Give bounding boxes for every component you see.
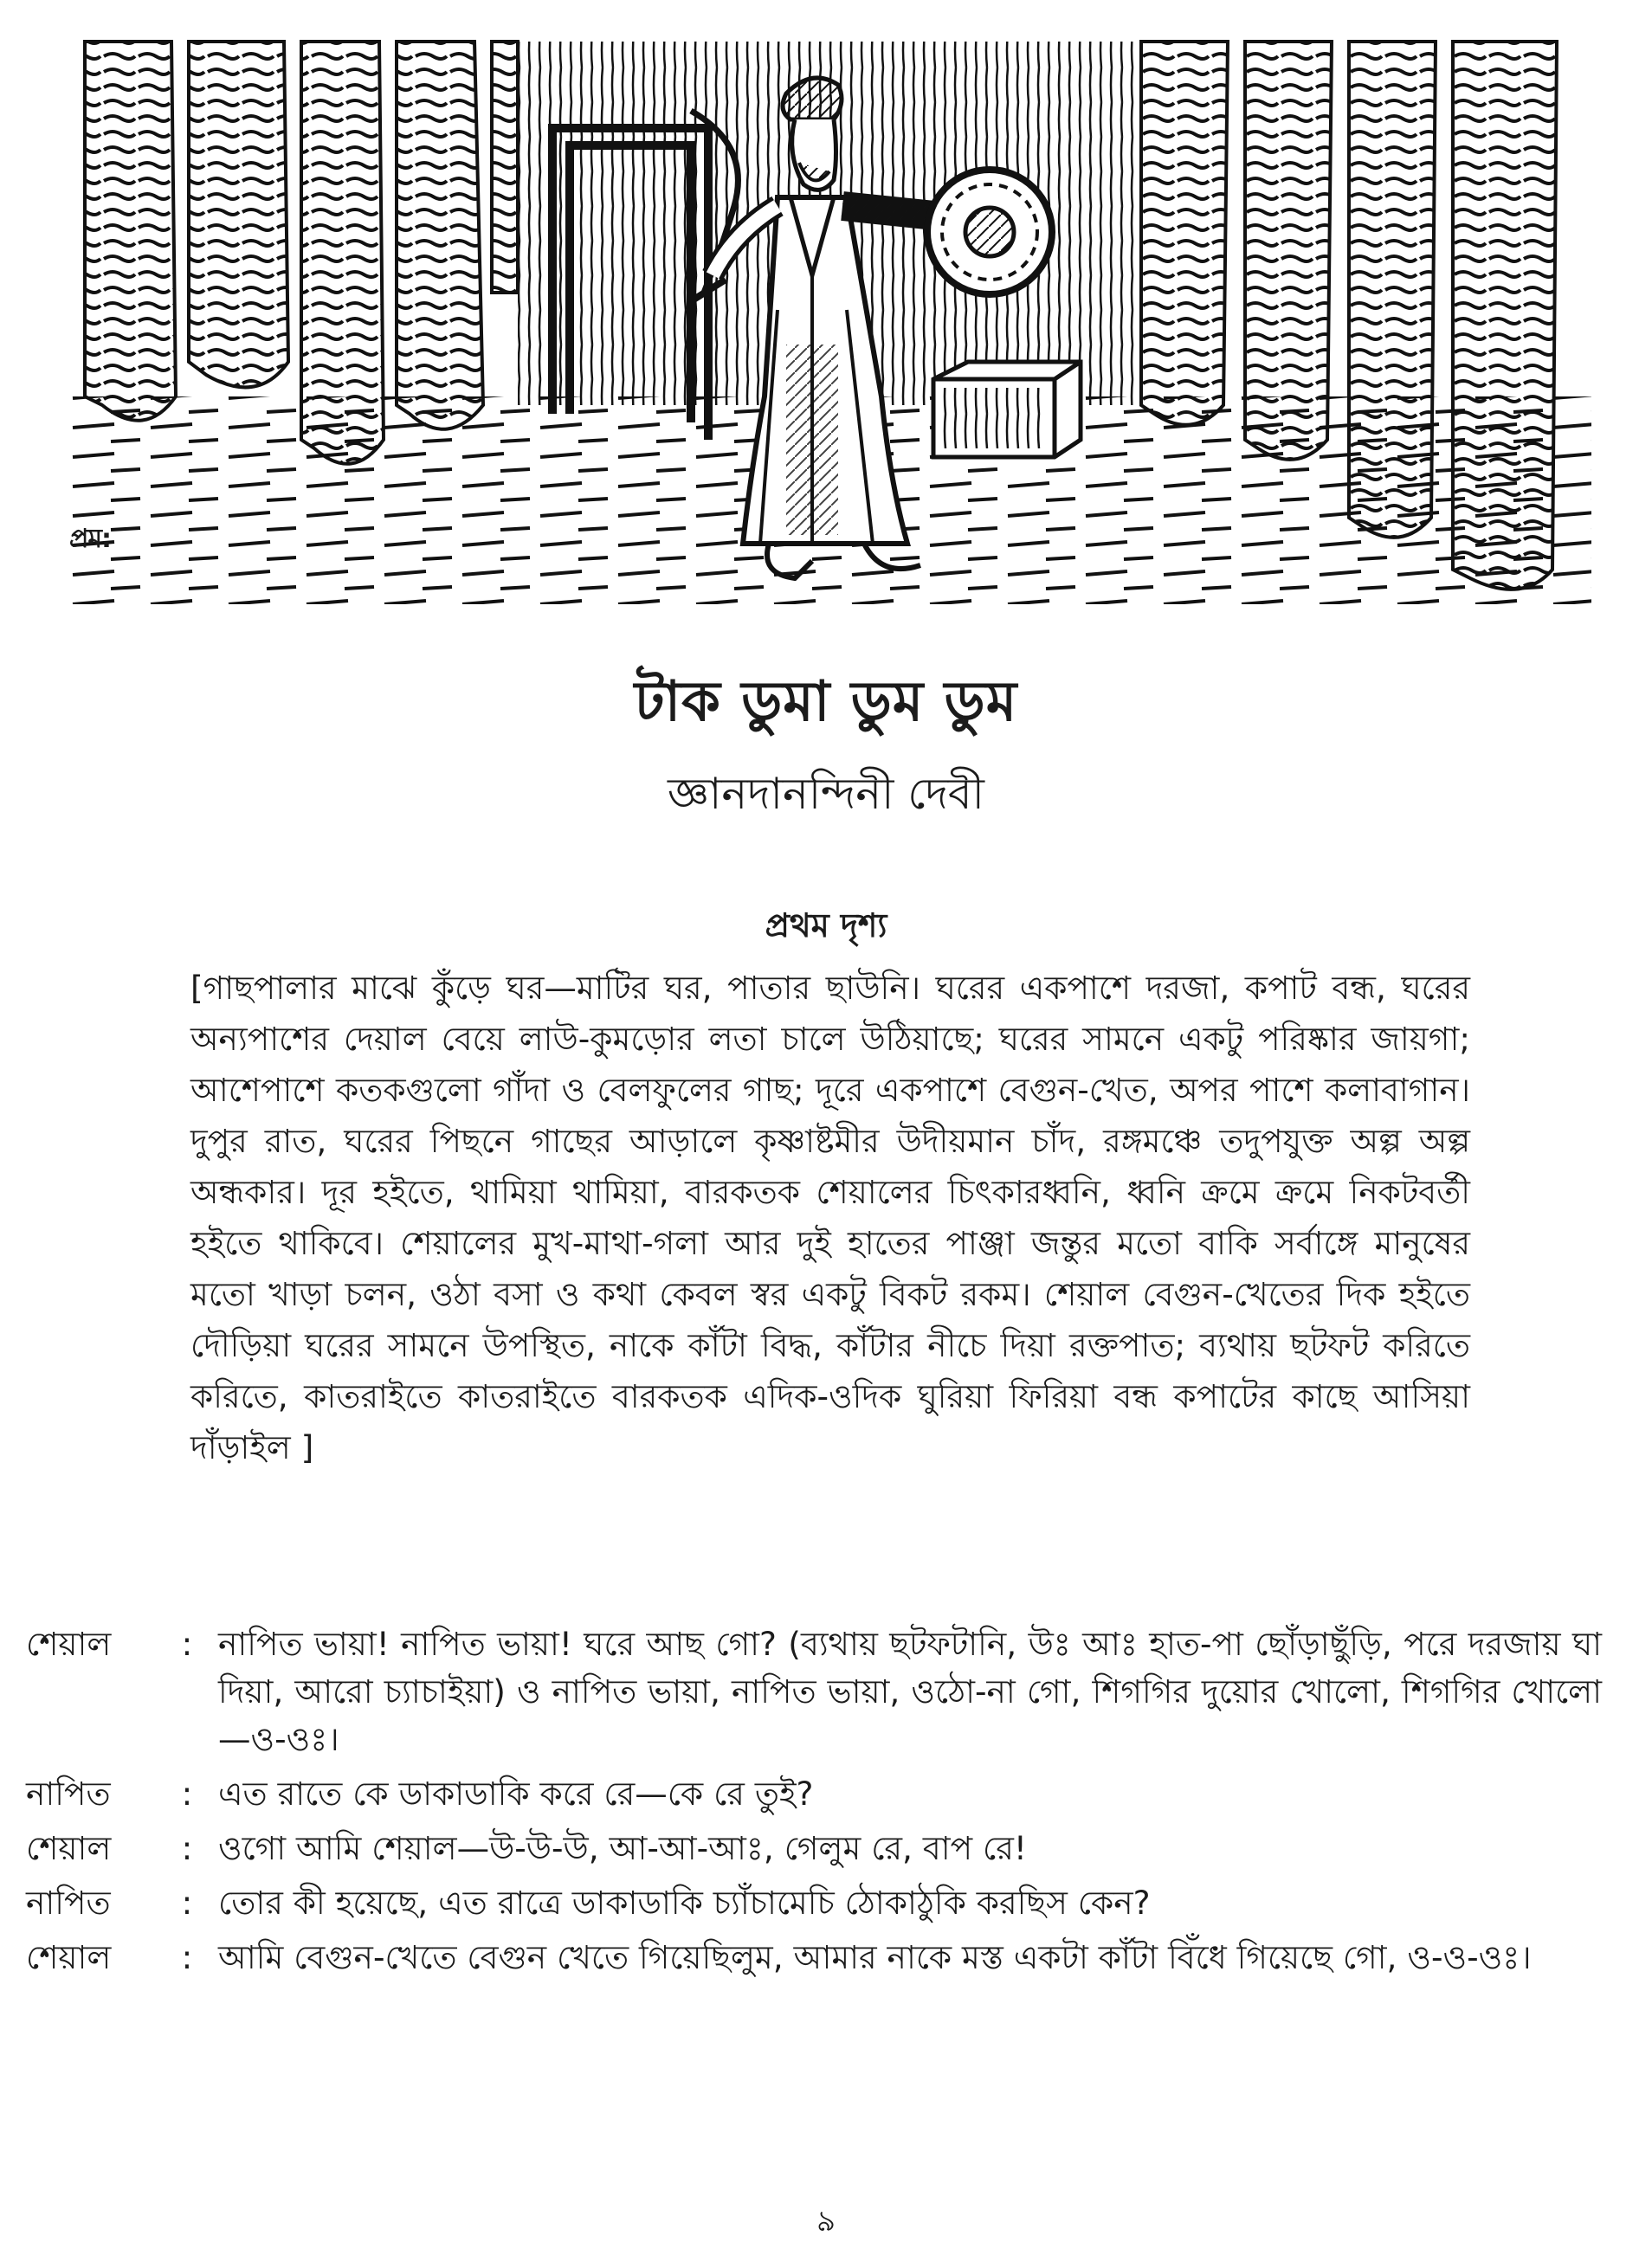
speaker-separator: : (181, 1625, 193, 1663)
page-title: টাক ডুমা ডুম ডুম (634, 670, 1018, 734)
speaker-name: শেয়াল (26, 1829, 112, 1867)
stage-direction-paragraph: [গাছপালার মাঝে কুঁড়ে ঘর—মাটির ঘর, পাতার ছাউনি। ঘরের একপাশে দরজা, কপাট বন্ধ, ঘরের অন্যপাশের দেয়াল বেয়ে লাউ-কুমড়োর লতা চালে উঠিয়াছে; ঘরের সামনে একটু পরিষ্কার জায়গা; আশেপাশে কতকগুলো গাঁদা ও বেলফুলের গাছ; দূরে একপাশে বেগুন-খেত, অপর পাশে কলাবাগান। দুপুর রাত, ঘরের পিছনে গাছের আড়ালে কৃষ্ণাষ্টমীর উদীয়মান চাঁদ, রঙ্গমঞ্চে তদুপযুক্ত অল্প অল্প অন্ধকার। দূর হইতে, থামিয়া থামিয়া, বারকতক শেয়ালের চিৎকারধ্বনি, ধ্বনি ক্রমে ক্রমে নিকটবর্তী হইতে থাকিবে। শেয়ালের মুখ-মাথা-গলা আর দুই হাতের পাঞ্জা জন্তুর মতো বাকি সর্বাঙ্গে মানুষের মতো খাড়া চলন, ওঠা বসা ও কথা কেবল স্বর একটু বিকট রকম। শেয়াল বেগুন-খেতের দিক হইতে দৌড়িয়া ঘরের সামনে উপস্থিত, নাকে কাঁটা বিদ্ধ, কাঁটার নীচে দিয়া রক্তপাত; ব্যথায় ছটফট করিতে করিতে, কাতরাইতে কাতরাইতে বারকতক এদিক-ওদিক ঘুরিয়া ফিরিয়া বন্ধ কপাটের কাছে আসিয়া দাঁড়াইল ] (190, 969, 1470, 1466)
speech-text: ওগো আমি শেয়াল—উ-উ-উ, আ-আ-আঃ, গেলুম রে, বাপ রে! (218, 1829, 1027, 1867)
dialogue-line (26, 1825, 1602, 1872)
speaker-separator: : (181, 1775, 193, 1813)
dialogue-line (26, 1620, 1602, 1763)
page-number: ৯ (816, 2204, 836, 2239)
scene-heading: প্রথম দৃশ্য (765, 906, 887, 944)
speech-text: তোর কী হয়েছে, এত রাত্রে ডাকাডাকি চ্যাঁচামেচি ঠোকাঠুকি করছিস কেন? (218, 1884, 1151, 1922)
speech-text: এত রাতে কে ডাকাডাকি করে রে—কে রে তুই? (218, 1775, 814, 1813)
box (933, 362, 1081, 457)
speaker-separator: : (181, 1938, 193, 1976)
speaker-name: শেয়াল (26, 1938, 112, 1976)
speaker-name: নাপিত (26, 1775, 111, 1813)
speaker-separator: : (181, 1829, 193, 1867)
dialogue-line (26, 1934, 1602, 1981)
woodcut-illustration (68, 33, 1591, 604)
speaker-name: নাপিত (26, 1884, 111, 1922)
speaker-separator: : (181, 1884, 193, 1922)
artist-signature: প্রম: (69, 524, 112, 554)
speaker-name: শেয়াল (26, 1625, 112, 1663)
dialogue-list (26, 1620, 1602, 1988)
dialogue-line (26, 1879, 1602, 1927)
speech-text: আমি বেগুন-খেতে বেগুন খেতে গিয়েছিলুম, আমার নাকে মস্ত একটা কাঁটা বিঁধে গিয়েছে গো, ও-ও-ওঃ। (218, 1938, 1532, 1976)
dialogue-line (26, 1770, 1602, 1818)
illustration-svg (68, 33, 1591, 604)
author-name: জ্ঞানদানন্দিনী দেবী (668, 769, 984, 819)
left-curtains (85, 42, 518, 464)
speech-text: নাপিত ভায়া! নাপিত ভায়া! ঘরে আছ গো? (ব্যথায় ছটফটানি, উঃ আঃ হাত-পা ছোঁড়াছুঁড়ি, পরে দরজায় ঘা দিয়া, আরো চ্যাচাইয়া) ও নাপিত ভায়া, নাপিত ভায়া, ওঠো-না গো, শিগগির দুয়োর খোলো, শিগগির খোলো—ও-ওঃ। (218, 1625, 1602, 1758)
